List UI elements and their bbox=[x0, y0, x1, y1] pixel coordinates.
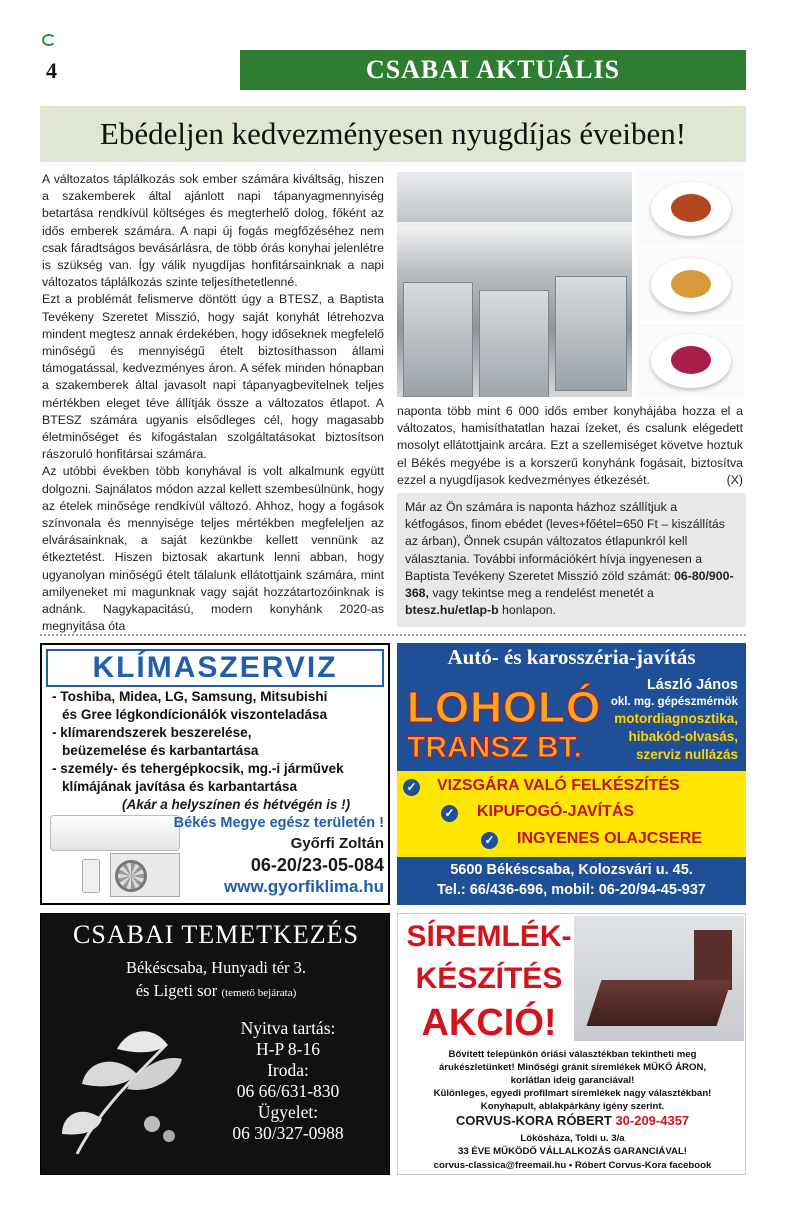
order-info-box bbox=[397, 493, 746, 627]
hours-value: H-P 8-16 bbox=[255, 1039, 320, 1059]
food-photo-dessert bbox=[638, 324, 744, 397]
brand-name-sub: TRANSZ BT. bbox=[407, 731, 582, 764]
ad-line: Konyhapult, ablakpárkány igény szerint. bbox=[480, 1101, 665, 1112]
article-signature: (X) bbox=[726, 472, 743, 487]
food-photo-stew bbox=[638, 172, 744, 245]
ad-title: Autó- és karosszéria-javítás bbox=[447, 645, 696, 669]
ad-klimaszerviz bbox=[40, 643, 390, 905]
outdoor-unit-icon bbox=[110, 853, 180, 897]
ad-address: Békéscsaba, Hunyadi tér 3. bbox=[125, 958, 307, 977]
kitchen-kettle bbox=[479, 290, 549, 397]
ad-address-line bbox=[41, 981, 391, 1001]
check-icon: ✓ bbox=[403, 779, 420, 796]
page-number-box bbox=[40, 50, 240, 90]
article-paragraph: Az utóbbi években több konyhával is volt alkalmunk együtt dolgozni. Sajnálatos módon azzal kellett szembesülnünk, hogy az ételek minősége rendkívül változó. Ahhoz, hogy a fogások színvonala és mennyisége teljes mértékben megfeleljen az elvárásainknak, a saját kezünkbe kellett vennünk az étkeztetést. Hiszen biztosak akartunk lenni abban, hogy ugyanolyan minőségű ételt tálalunk ellátottjaink számára, mint amilyeneket mi magunknak vagy saját hozzátartozóinknak is adnánk. Nagykapacitású, modern konyhánk 2020-as megnyitása óta bbox=[42, 464, 384, 634]
ad-web: www.gyorfiklima.hu bbox=[224, 877, 384, 896]
duty-label: Ügyelet: bbox=[257, 1102, 319, 1122]
office-label: Iroda: bbox=[267, 1060, 309, 1080]
ad-title-promo: AKCIÓ! bbox=[421, 1002, 557, 1044]
ad-service: szerviz nullázás bbox=[635, 747, 738, 762]
ad-address: és Ligeti sor bbox=[135, 981, 218, 1000]
page-number: 4 bbox=[46, 58, 57, 83]
ad-service: hibakód-olvasás, bbox=[628, 729, 738, 744]
info-phone: 06-80/900-368, bbox=[405, 568, 734, 601]
section-title: CSABAI AKTUÁLIS bbox=[365, 55, 621, 84]
article-headline: Ebédeljen kedvezményesen nyugdíjas éveiben! bbox=[40, 106, 746, 162]
ad-auto-repair bbox=[397, 643, 746, 905]
office-phone: 06 66/631-830 bbox=[236, 1081, 340, 1101]
kitchen-kettle bbox=[555, 276, 627, 391]
article-left-column bbox=[42, 171, 384, 635]
ad-title: KÉSZÍTÉS bbox=[415, 962, 563, 995]
kitchen-photo bbox=[397, 172, 632, 397]
gravestone-photo bbox=[574, 916, 744, 1041]
ad-line: Bővített telepünkön óriási választékban tekintheti meg bbox=[448, 1049, 697, 1060]
info-text: Már az Ön számára is naponta házhoz szállítjuk a kétfogásos, finom ebédet (leves+főétel=650 Ft – kiszállítás az árban), Önnek csupán változatos étlapunkról kell választania. További információkért hívja ingyenesen a Baptista Tevékeny Szeretet Misszió zöld számát: bbox=[405, 500, 725, 583]
ad-owner: László János bbox=[646, 677, 738, 693]
ad-address: 5600 Békéscsaba, Kolozsvári u. 45. bbox=[450, 862, 693, 878]
ad-line: beüzemelése és karbantartása bbox=[62, 743, 259, 758]
article-paragraph: Ezt a problémát felismerve döntött úgy a BTESZ, a Baptista Tevékeny Szeretet Misszió, hogy saját konyhát létrehozva mindent megtesz annak érdekében, hogy időseknek megfelelő minőségű és mennyiségű ételt biztosíthasson állami támogatással, kedvezményes áron. A séfek minden hónapban a szakemberek által javasolt napi tápanyagbevitelnek teljes mértékben eleget téve állítják össze a változatos étlapot. A BTESZ számára ugyanis elsődleges cél, hogy magasabb életminőséget és kifogástalan szolgáltatásokat biztosítson rászoruló honfitársai számára. bbox=[42, 292, 384, 462]
ad-phones: Tel.: 66/436-696, mobil: 06-20/94-45-937 bbox=[437, 882, 706, 898]
ad-guarantee: 33 ÉVE MŰKÖDŐ VÁLLALKOZÁS GARANCIÁVAL! bbox=[457, 1146, 687, 1157]
food-photo-schnitzel bbox=[638, 248, 744, 321]
ad-company-line bbox=[398, 1113, 747, 1128]
ad-line: - Toshiba, Midea, LG, Samsung, Mitsubishi bbox=[52, 689, 328, 704]
opening-hours bbox=[203, 1018, 373, 1144]
brand-name: LOHOLÓ bbox=[407, 683, 602, 732]
ad-area: Békés Megye egész területén ! bbox=[173, 815, 384, 831]
ad-line: árukészletünket! Minőségi gránit síremlékek MŰKŐ ÁRON, bbox=[438, 1062, 707, 1073]
ad-phone: 30-209-4357 bbox=[615, 1113, 690, 1128]
kitchen-kettle bbox=[403, 282, 473, 397]
services-band bbox=[397, 771, 746, 857]
ad-line: - klímarendszerek beszerelése, bbox=[52, 725, 252, 740]
hours-label: Nyitva tartás: bbox=[240, 1018, 336, 1038]
ad-contact: corvus-classica@freemail.hu • Róbert Corvus-Kora facebook bbox=[433, 1160, 712, 1171]
ad-company: CORVUS-KORA RÓBERT bbox=[455, 1113, 616, 1128]
leaf-ornament-icon bbox=[57, 1014, 197, 1164]
article-right-column bbox=[397, 403, 743, 489]
ad-service: motordiagnosztika, bbox=[614, 711, 738, 726]
ad-line: - személy- és tehergépkocsik, mg.-i járművek bbox=[52, 761, 344, 776]
dotted-divider bbox=[40, 634, 746, 636]
article-paragraph: naponta több mint 6 000 idős ember konyhájába hozza el a változatos, hamisíthatatlan hazai ízeket, és csalunk elégedett mosolyt ellátottjaink arcára. Ezt a szellemiséget követve hoztuk el Békés megyébe is a korszerű konyhánk fogásait, biztosítva ezzel a nyugdíjasok kedvezményes étkezését. bbox=[397, 404, 743, 487]
ad-line: klímájának javítása és karbantartása bbox=[62, 779, 298, 794]
check-icon: ✓ bbox=[481, 832, 498, 849]
kitchen-hood bbox=[397, 172, 632, 222]
ad-line: korlátlan ideig garanciával! bbox=[510, 1075, 635, 1086]
ad-title-degree: okl. mg. gépészmérnök bbox=[610, 696, 738, 708]
info-text: vagy tekintse meg a rendelést menetét a bbox=[428, 586, 654, 601]
logo-swirl-icon bbox=[42, 34, 56, 46]
ad-line: és Gree légkondícionálók viszonteladása bbox=[62, 707, 328, 722]
service-item: VIZSGÁRA VALÓ FELKÉSZÍTÉS bbox=[437, 777, 680, 794]
info-text: honlapon. bbox=[498, 603, 557, 618]
info-url: btesz.hu/etlap-b bbox=[405, 603, 499, 618]
service-item: KIPUFOGÓ-JAVÍTÁS bbox=[477, 803, 635, 820]
check-icon: ✓ bbox=[441, 805, 458, 822]
ad-title: KLÍMASZERVIZ bbox=[46, 649, 384, 687]
remote-icon bbox=[82, 859, 100, 893]
article-paragraph: A változatos táplálkozás sok ember számára kiváltság, hiszen a szakemberek által ajánlott napi tápanyagmennyiség betartása rendkívül költséges és megterhelő dolog, főként az idős emberek számára. A napi új fogás megfőzéséhez nem csak fáradtságos bevásárlásra, de több órás konyhai jelenlétre is szükség van. Így válik nyugdíjas honfitársainknak a napi változatos táplálkozás szinte teljesíthetetlenné. bbox=[42, 172, 384, 290]
ad-address: Lökösháza, Toldi u. 3/a bbox=[520, 1133, 625, 1144]
ad-gravestones bbox=[397, 913, 746, 1175]
ad-person: Győrfi Zoltán bbox=[290, 835, 384, 852]
ad-phone: 06-20/23-05-084 bbox=[250, 855, 384, 875]
ad-funeral bbox=[40, 913, 390, 1175]
ad-address-note: (temető bejárata) bbox=[221, 987, 297, 999]
ad-title: SÍREMLÉK- bbox=[406, 920, 572, 953]
ad-line: Különleges, egyedi profilmart síremlékek nagy választékban! bbox=[433, 1088, 712, 1099]
service-item: INGYENES OLAJCSERE bbox=[517, 830, 702, 847]
ad-title: CSABAI TEMETKEZÉS bbox=[73, 920, 359, 949]
ad-note: (Akár a helyszínen és hétvégén is !) bbox=[122, 797, 351, 812]
duty-phone: 06 30/327-0988 bbox=[232, 1123, 344, 1143]
